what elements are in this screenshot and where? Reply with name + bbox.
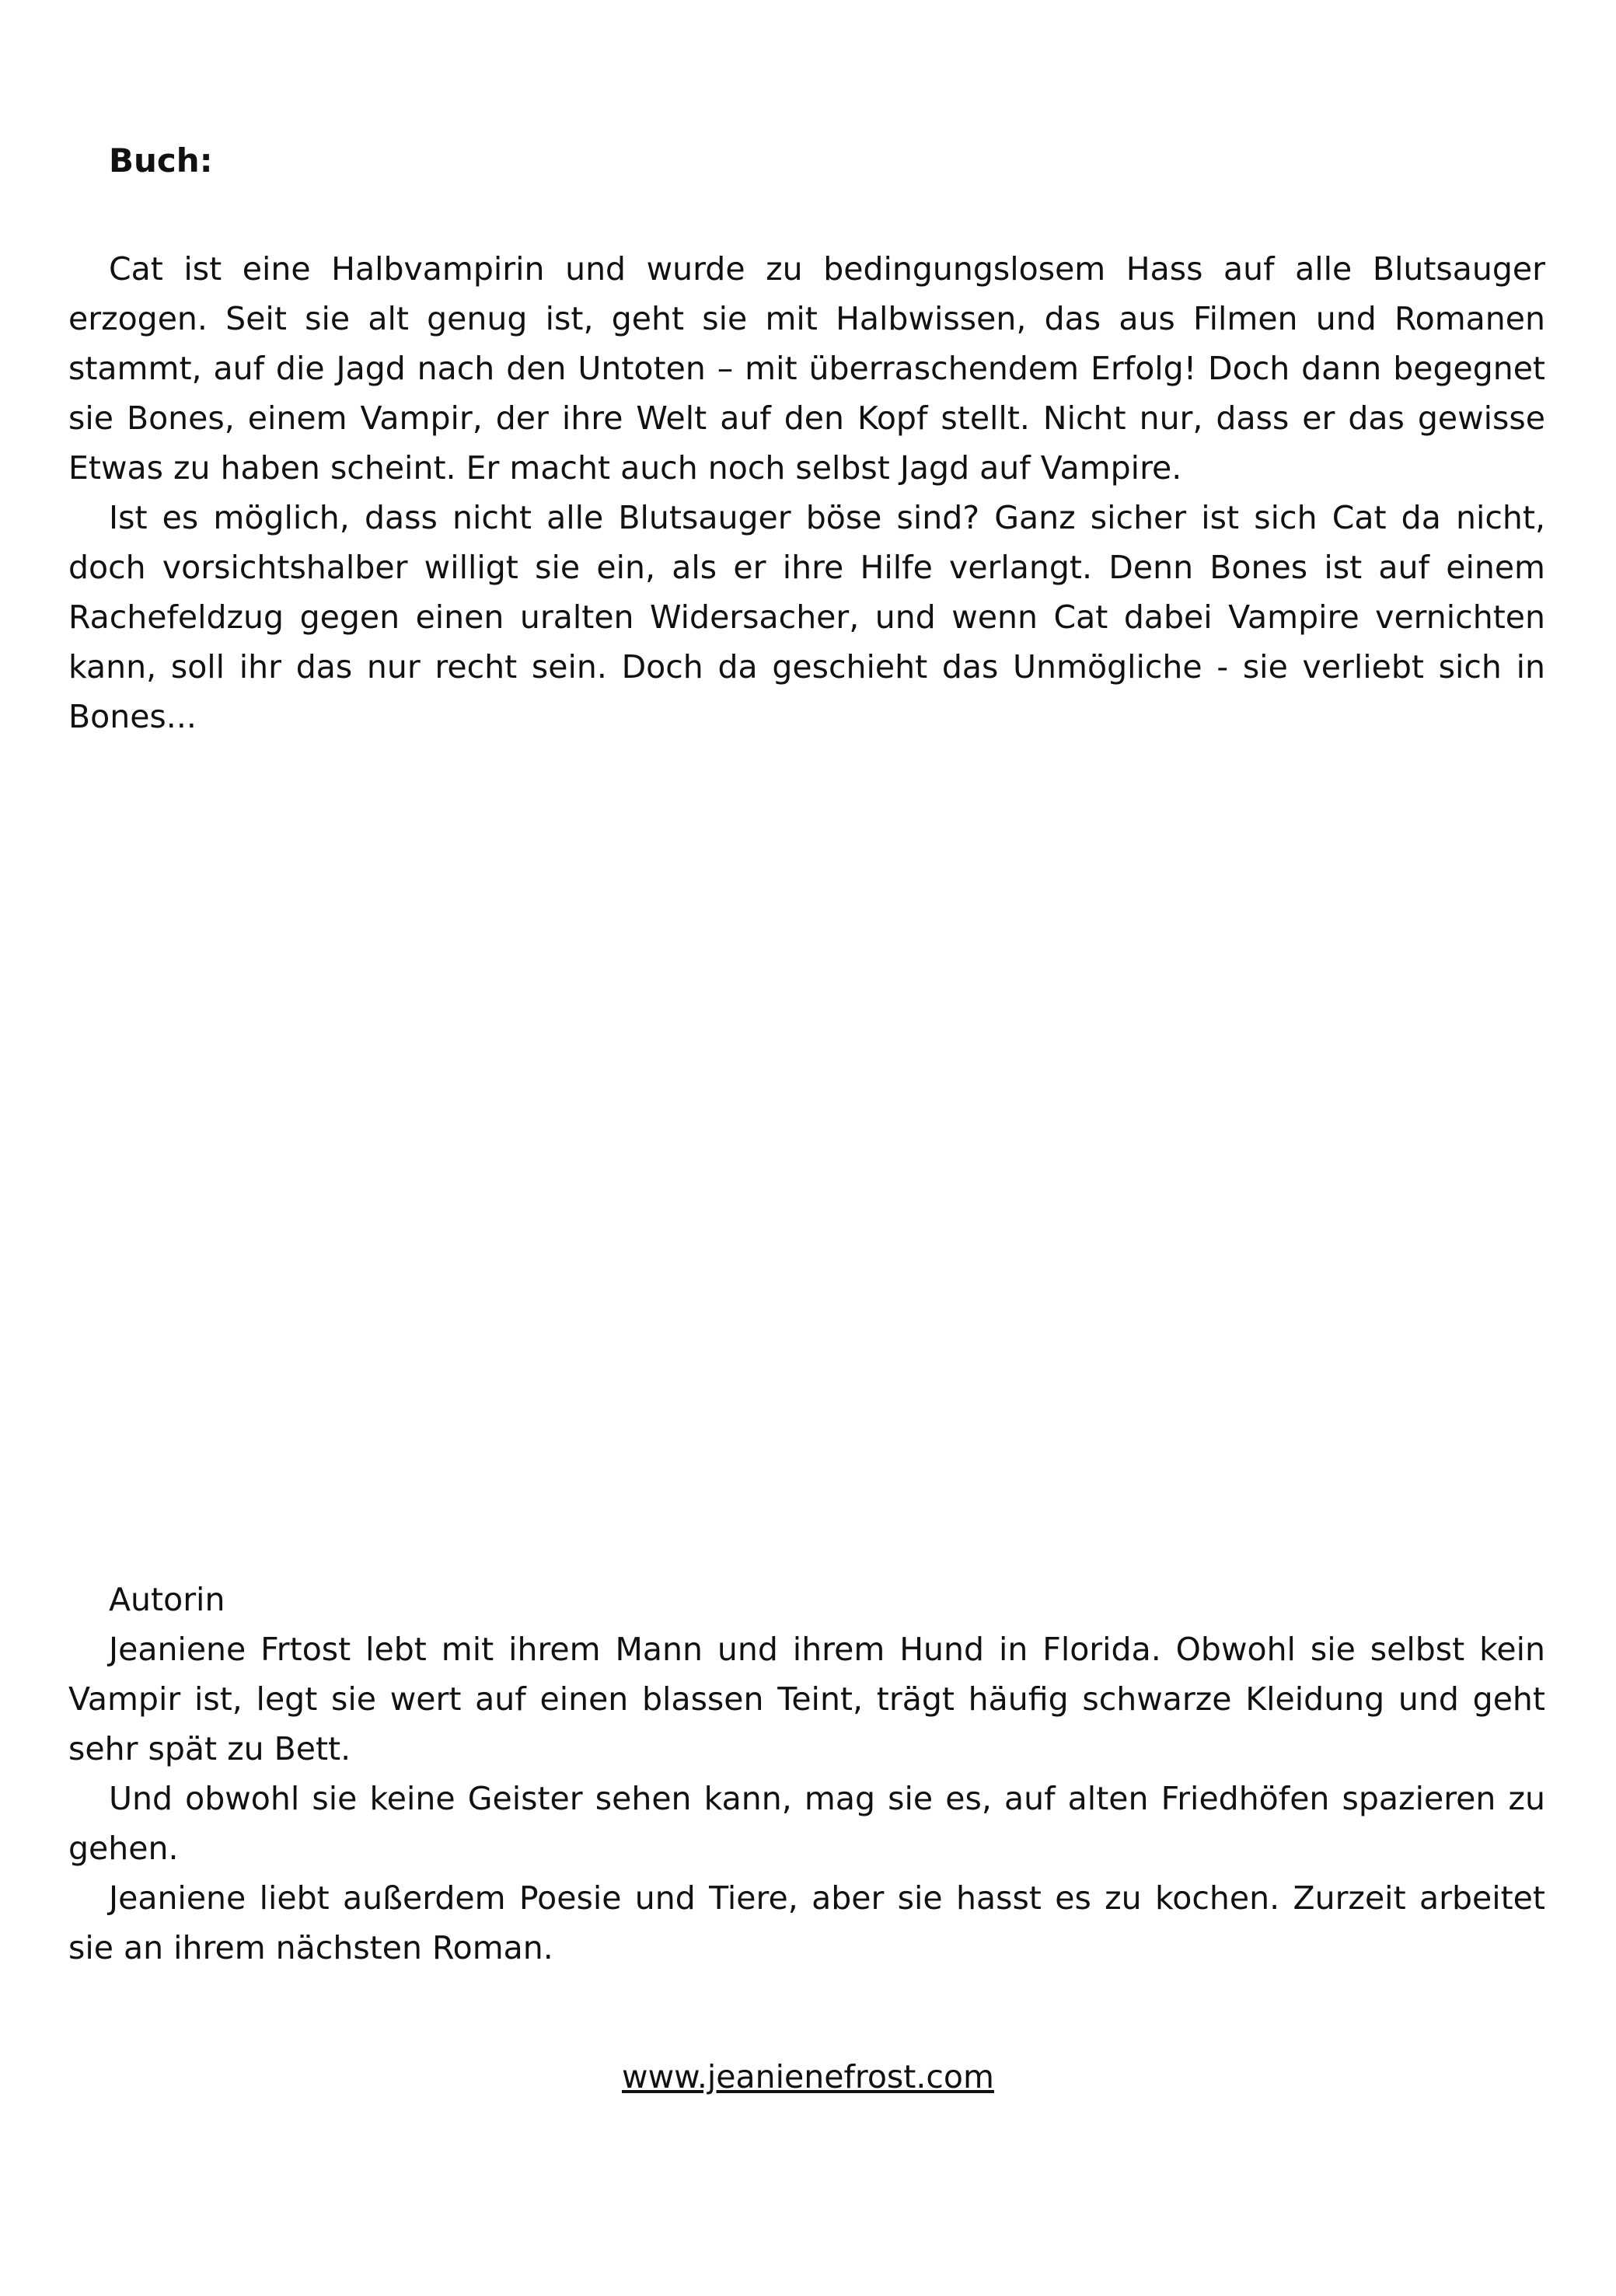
book-description (68, 244, 1545, 741)
book-paragraph-1: Cat ist eine Halbvampirin und wurde zu bedingungslosem Hass auf alle Blutsauger erzogen. Seit sie alt genug ist, geht sie mit Halbwissen, das aus Filmen und Romanen stammt, auf die Jagd nach den Untoten – mit überraschendem Erfolg! Doch dann begegnet sie Bones, einem Vampir, der ihre Welt auf den Kopf stellt. Nicht nur, dass er das gewisse Etwas zu haben scheint. Er macht auch noch selbst Jagd auf Vampire. (68, 250, 1545, 487)
author-section (68, 1575, 1545, 1973)
author-paragraph-1: Jeaniene Frtost lebt mit ihrem Mann und ihrem Hund in Florida. Obwohl sie selbst kein Vampir ist, legt sie wert auf einen blassen Teint, trägt häufig schwarze Kleidung und geht sehr spät zu Bett. (68, 1631, 1545, 1767)
book-heading: Buch: (109, 141, 213, 180)
website-link[interactable]: www.jeanienefrost.com (622, 2058, 994, 2095)
author-paragraph-2: Und obwohl sie keine Geister sehen kann, mag sie es, auf alten Friedhöfen spazieren zu gehen. (68, 1780, 1545, 1867)
author-heading: Autorin (109, 1581, 225, 1618)
book-paragraph-2: Ist es möglich, dass nicht alle Blutsauger böse sind? Ganz sicher ist sich Cat da nicht, doch vorsichtshalber willigt sie ein, als er ihre Hilfe verlangt. Denn Bones ist auf einem Rachefeldzug gegen einen uralten Widersacher, und wenn Cat dabei Vampire vernichten kann, soll ihr das nur recht sein. Doch da geschieht das Unmögliche - sie verliebt sich in Bones... (68, 499, 1545, 735)
author-paragraph-3: Jeaniene liebt außerdem Poesie und Tiere, aber sie hasst es zu kochen. Zurzeit arbeitet sie an ihrem nächsten Roman. (68, 1879, 1545, 1966)
